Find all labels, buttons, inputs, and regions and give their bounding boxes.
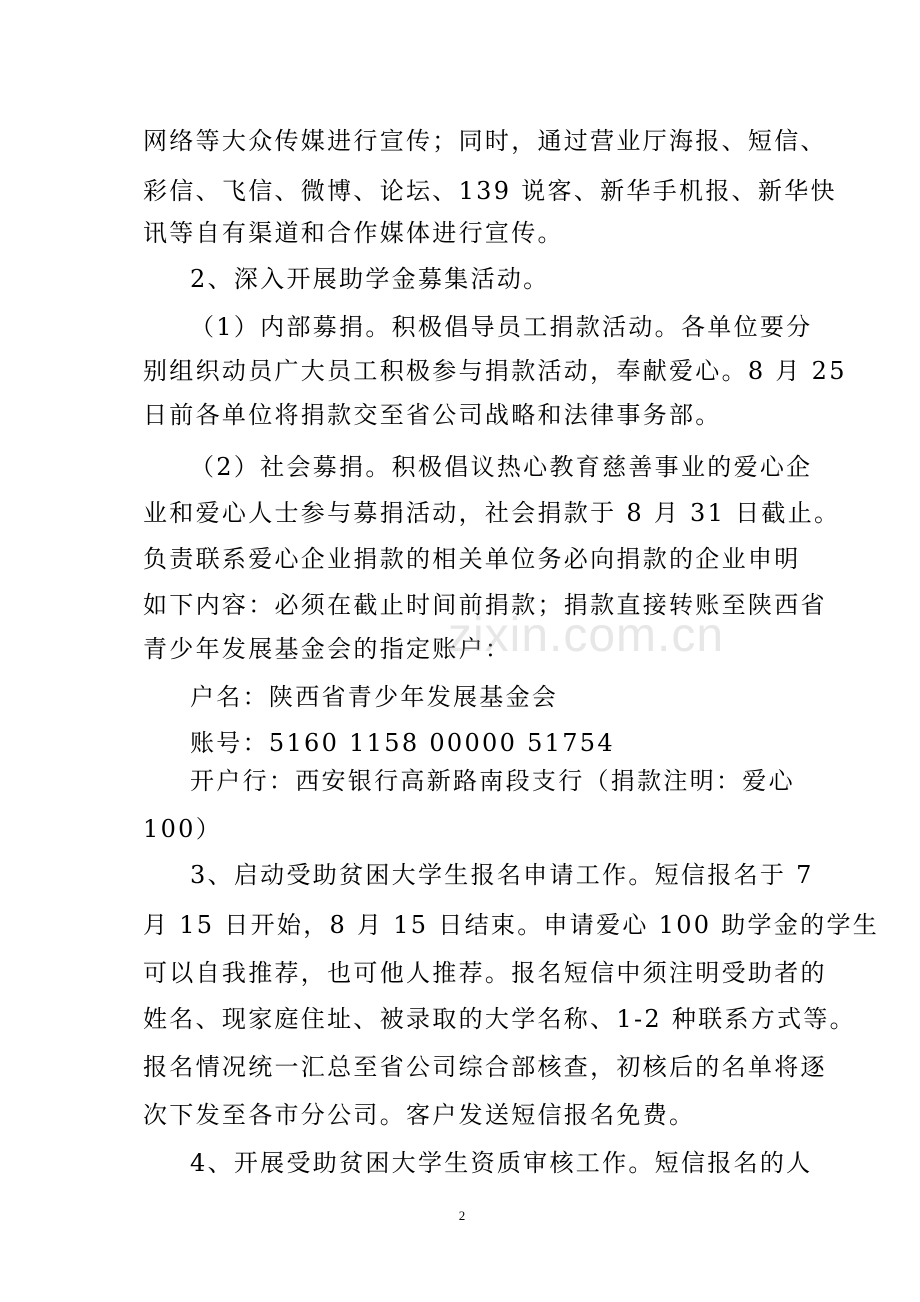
text-line: 报名情况统一汇总至省公司综合部核查，初核后的名单将逐 <box>143 1053 827 1081</box>
text-line: 如下内容：必须在截止时间前捐款；捐款直接转账至陕西省 <box>143 591 827 619</box>
text-line: 100） <box>143 815 223 843</box>
text-line: 日前各单位将捐款交至省公司战略和法律事务部。 <box>143 401 722 429</box>
text-line: 次下发至各市分公司。客户发送短信报名免费。 <box>143 1101 696 1129</box>
text-line: 开户行：西安银行高新路南段支行（捐款注明：爱心 <box>190 767 795 795</box>
watermark: zixin.com.cn <box>448 609 725 662</box>
text-line: 业和爱心人士参与募捐活动，社会捐款于 8 月 31 日截止。 <box>143 499 841 527</box>
text-line: 4、开展受助贫困大学生资质审核工作。短信报名的人 <box>190 1149 813 1177</box>
text-line: 负责联系爱心企业捐款的相关单位务必向捐款的企业申明 <box>143 545 801 573</box>
text-line: 2、深入开展助学金募集活动。 <box>190 265 550 293</box>
text-line: 账号：5160 1158 00000 51754 <box>190 729 615 757</box>
text-line: 青少年发展基金会的指定账户： <box>143 635 512 663</box>
text-line: （2）社会募捐。积极倡议热心教育慈善事业的爱心企 <box>190 453 813 481</box>
text-line: 网络等大众传媒进行宣传；同时，通过营业厅海报、短信、 <box>143 127 827 155</box>
text-line: 户名：陕西省青少年发展基金会 <box>190 683 559 711</box>
text-line: 别组织动员广大员工积极参与捐款活动，奉献爱心。8 月 25 <box>143 357 847 385</box>
text-line: 可以自我推荐，也可他人推荐。报名短信中须注明受助者的 <box>143 959 827 987</box>
text-line: 彩信、飞信、微博、论坛、139 说客、新华手机报、新华快 <box>143 177 837 205</box>
text-line: 讯等自有渠道和合作媒体进行宣传。 <box>143 219 564 247</box>
page-number: 2 <box>458 1208 466 1223</box>
text-line: 月 15 日开始，8 月 15 日结束。申请爱心 100 助学金的学生 <box>143 911 880 939</box>
text-line: 3、启动受助贫困大学生报名申请工作。短信报名于 7 <box>190 861 814 889</box>
text-line: （1）内部募捐。积极倡导员工捐款活动。各单位要分 <box>190 313 813 341</box>
text-line: 姓名、现家庭住址、被录取的大学名称、1-2 种联系方式等。 <box>143 1005 856 1033</box>
